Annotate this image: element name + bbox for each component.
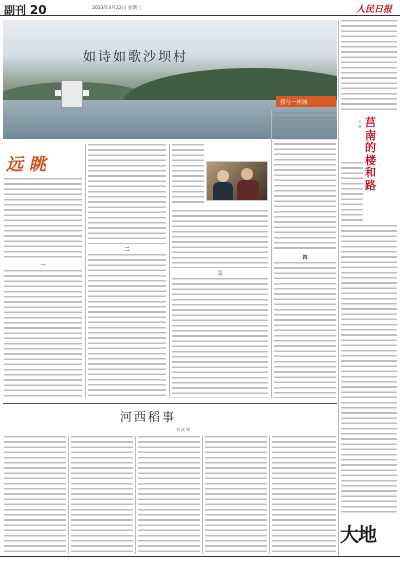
article-text-block: [272, 436, 336, 554]
calligraphy-heading: 远 眺: [6, 155, 46, 175]
article-text-block: [172, 144, 204, 204]
article-text-block: [172, 278, 268, 398]
article-text-block: [274, 262, 336, 398]
article-text-block: [341, 162, 363, 222]
page-number: 20: [29, 3, 47, 17]
bottom-article-title: 河西稻事: [120, 410, 177, 424]
article-text-block: [205, 436, 267, 554]
section-badge: 我与一座城: [276, 96, 336, 107]
section-marker: 一: [40, 263, 46, 269]
bottom-article-author: 刘 成 城: [176, 427, 190, 432]
newspaper-logo: 人民日报: [356, 5, 393, 15]
supplement-logo: 大地: [340, 524, 377, 546]
article-text-block: [341, 225, 397, 515]
article-photo: [206, 161, 268, 201]
section-marker: 四: [302, 255, 308, 261]
article-text-block: [341, 20, 397, 112]
issue-date: 2023年3月22日 星期三: [92, 6, 142, 11]
dam-tower: [61, 80, 83, 108]
section-name: 副刊: [4, 4, 26, 17]
article-text-block: [71, 436, 133, 554]
article-text-block: [88, 144, 166, 244]
article-text-block: [4, 270, 82, 398]
section-marker: 三: [217, 271, 223, 277]
right-article-title: 莒南的楼和路: [365, 116, 376, 192]
right-article-author: 王 婷: [358, 120, 362, 129]
article-text-block: [172, 210, 268, 268]
article-text-block: [4, 178, 82, 260]
page-header: [0, 0, 400, 16]
article-text-block: [4, 436, 66, 554]
section-label: [4, 2, 47, 18]
article-text-block: [138, 436, 200, 554]
hero-title: 如诗如歌沙坝村: [83, 50, 189, 65]
article-text-block: [274, 112, 336, 252]
page-footer: [0, 556, 400, 565]
divider-rule: [3, 403, 337, 404]
article-text-block: [88, 254, 166, 398]
section-marker: 二: [124, 247, 130, 253]
